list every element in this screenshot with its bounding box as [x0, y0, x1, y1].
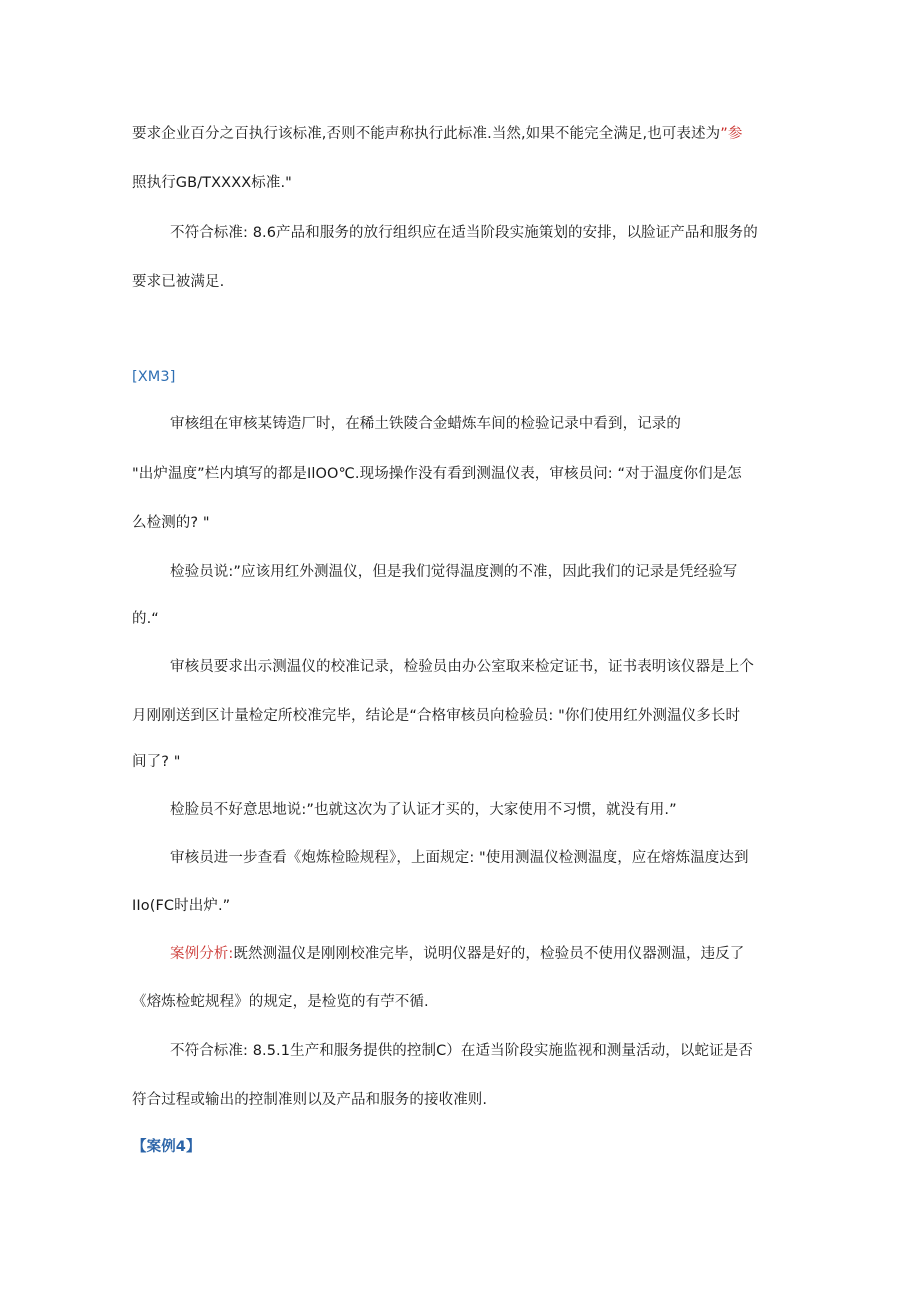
paragraph-3-line-2: "出炉温度”栏内填写的都是IlOO℃.现场操作没有看到测温仪表，审核员问: “对于温度你们是怎 [132, 466, 742, 482]
paragraph-6-line-1: 检脸员不好意思地说:”也就这次为了认证才买的，大家使用不习惯，就没有用.” [170, 802, 677, 818]
paragraph-4-line-2: 的.“ [132, 611, 159, 627]
paragraph-2-line-1: 不符合标准: 8.6产品和服务的放行组织应在适当阶段实施策划的安排，以脸证产品和服务的 [170, 225, 758, 241]
paragraph-8-line-2: 《熔炼检蛇规程》的规定，是检览的有苧不循. [132, 994, 429, 1010]
case-analysis-label: 案例分析: [170, 946, 234, 962]
paragraph-5-line-2: 月刚刚送到区计量检定所校准完毕，结论是“合格审核员向检验员: "你们使用红外测温仪多长时 [132, 708, 741, 724]
text-span: 既然测温仪是刚刚校准完毕，说明仪器是好的，检验员不使用仪器测温，违反了 [233, 946, 745, 962]
paragraph-1-line-1 [132, 124, 742, 144]
red-quote-text: ”参 [720, 126, 743, 142]
xm3-tag: [XM3] [132, 369, 176, 385]
paragraph-9-line-1: 不符合标准: 8.5.1生产和服务提供的控制C）在适当阶段实施监视和测量活动，以蛇证是否 [170, 1043, 753, 1059]
paragraph-3-line-3: 么检测的? " [132, 515, 210, 531]
text-span: 要求企业百分之百执行该标准,否则不能声称执行此标准.当然,如果不能完全满足,也可表述为 [132, 126, 721, 142]
paragraph-9-line-2: 符合过程或输出的控制准则以及产品和服务的接收准则. [132, 1092, 488, 1108]
paragraph-8-line-1 [170, 944, 744, 964]
paragraph-7-line-1: 审核员进一步查看《炮炼检睑规程》，上面规定: "使用测温仪检测温度，应在熔炼温度达到 [170, 850, 749, 866]
paragraph-7-line-2: IIo(FC时出炉.” [132, 898, 231, 914]
paragraph-3-line-1: 审核组在审核某铸造厂时，在稀土铁陵合金蜡炼车间的检验记录中看到，记录的 [170, 416, 681, 432]
paragraph-5-line-3: 间了? " [132, 754, 181, 770]
paragraph-5-line-1: 审核员要求出示测温仪的校准记录，检验员由办公室取来检定证书，证书表明该仪器是上个 [170, 659, 754, 675]
paragraph-2-line-2: 要求已被满足. [132, 274, 225, 290]
paragraph-4-line-1: 检验员说:”应该用红外测温仪，但是我们觉得温度测的不准，因此我们的记录是凭经验写 [170, 564, 738, 580]
paragraph-1-line-2: 照执行GB/TXXXX标准." [132, 175, 292, 191]
case-4-heading: 【案例4】 [132, 1139, 201, 1155]
